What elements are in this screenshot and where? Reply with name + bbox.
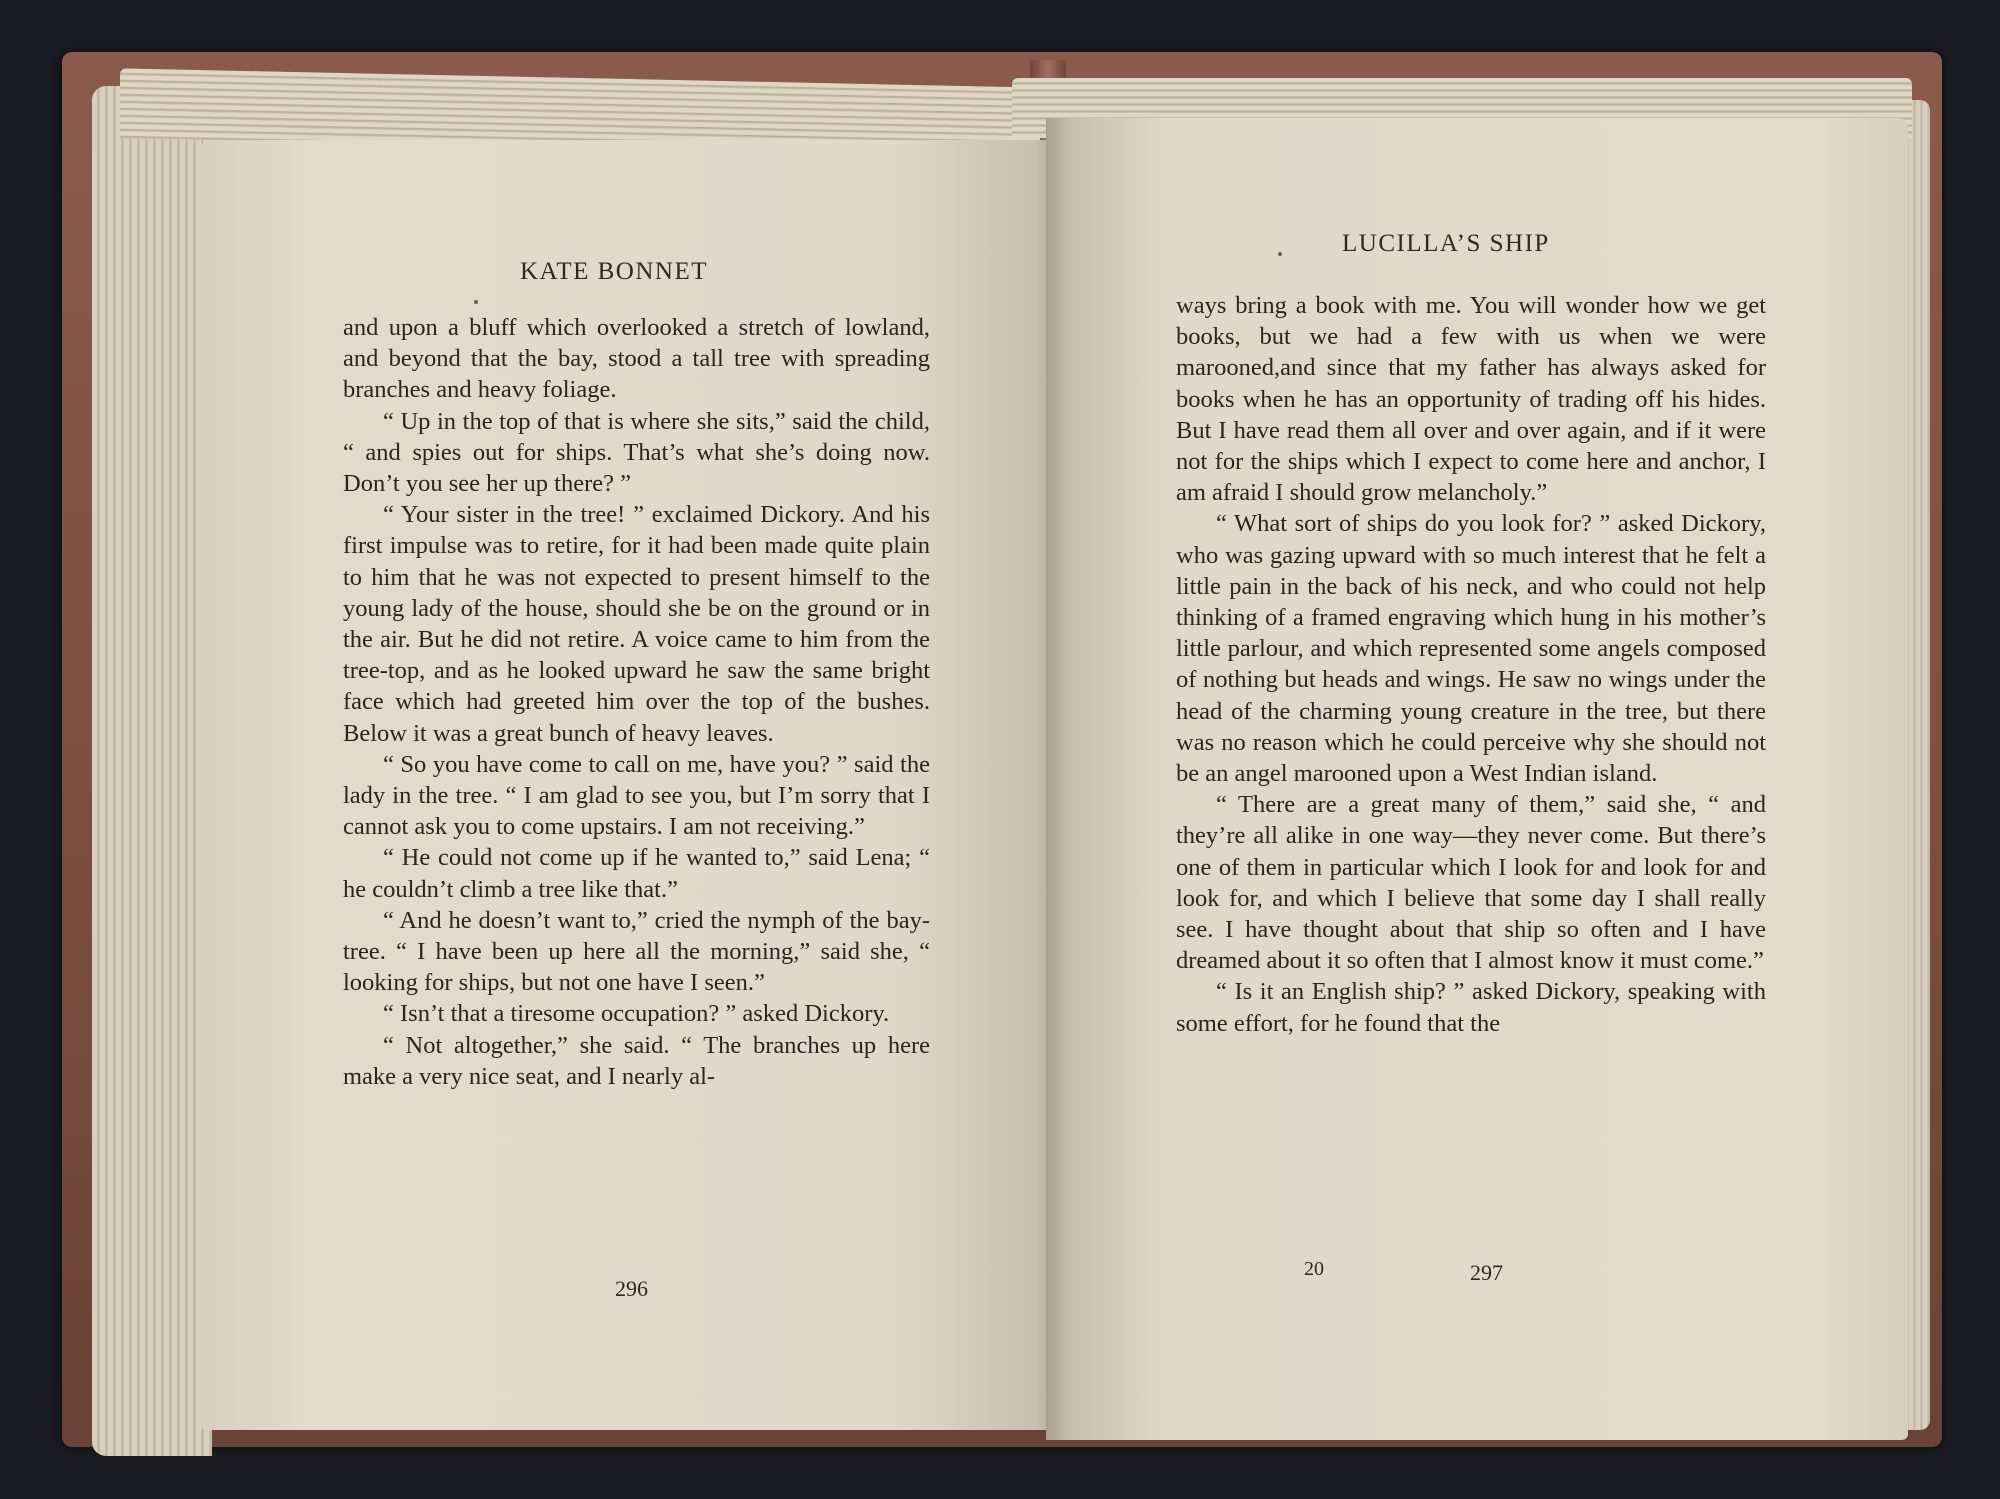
page-number-right: 297 — [1470, 1260, 1503, 1285]
paragraph: “ Isn’t that a tiresome occupation? ” asked Dickory. — [383, 1000, 890, 1028]
left-page — [200, 140, 1062, 1430]
paragraph: “ So you have come to call on me, have you? ” said the lady in the tree. “ I am glad to see you, but I’m sorry that I cannot ask you to come upstairs. I am not receiving.” — [343, 750, 930, 841]
right-page-text — [1176, 290, 1766, 1039]
paragraph: and upon a bluff which overlooked a stretch of lowland, and beyond that the bay, stood a tall tree with spreading branches and heavy foliage. — [343, 314, 930, 404]
page-edges-left — [92, 86, 212, 1456]
paragraph: “ Not altogether,” she said. “ The branches up here make a very nice seat, and I nearly al- — [343, 1031, 930, 1090]
paragraph: “ Up in the top of that is where she sits,” said the child, “ and spies out for ships. That’s what she’s doing now. Don’t you see her up there? ” — [343, 407, 930, 498]
paragraph: “ And he doesn’t want to,” cried the nymph of the bay-tree. “ I have been up here all the morning,” said she, “ looking for ships, but not one have I seen.” — [343, 906, 930, 997]
running-head-left: KATE BONNET — [520, 258, 709, 285]
paragraph: “ What sort of ships do you look for? ” asked Dickory, who was gazing upward with so much interest that he felt a little pain in the back of his neck, and who could not help thinking of a framed engraving which hung in his mother’s little parlour, and which represented some angels composed of nothing but heads and wings. He saw no wings under the head of the charming young creature in the tree, but there was no reason which he could perceive why she should not be an angel marooned upon a West Indian island. — [1176, 510, 1766, 788]
left-page-text — [343, 312, 930, 1092]
page-number-left: 296 — [615, 1276, 648, 1301]
printer-dot — [474, 300, 478, 304]
right-page — [1046, 118, 1908, 1440]
paragraph: “ He could not come up if he wanted to,” said Lena; “ he couldn’t climb a tree like that.” — [343, 844, 930, 903]
paragraph: “ Your sister in the tree! ” exclaimed Dickory. And his first impulse was to retire, for it had been made quite plain to him that he was not expected to present himself to the young lady of the house, should she be on the ground or in the air. But he did not retire. A voice came to him from the tree-top, and as he looked upward he saw the same bright face which had greeted him over the top of the bushes. Below it was a great bunch of heavy leaves. — [343, 501, 930, 747]
paragraph: ways bring a book with me. You will wonder how we get books, but we had a few with us when we were marooned,and since that my father has always asked for books when he has an opportunity of trading off his hides. But I have read them all over and over again, and if it were not for the ships which I expect to come here and anchor, I am afraid I should grow melancholy.” — [1176, 292, 1766, 507]
paragraph: “ There are a great many of them,” said she, “ and they’re all alike in one way—they never come. But there’s one of them in particular which I look for and look for and look for, and which I believe that some day I shall really see. I have thought about that ship so often and I have dreamed about it so often that I almost know it must come.” — [1176, 791, 1766, 975]
signature-mark: 20 — [1304, 1258, 1324, 1280]
running-head-right: LUCILLA’S SHIP — [1342, 230, 1550, 257]
printer-dot — [1278, 252, 1282, 256]
paragraph: “ Is it an English ship? ” asked Dickory, speaking with some effort, for he found that the — [1176, 978, 1766, 1037]
